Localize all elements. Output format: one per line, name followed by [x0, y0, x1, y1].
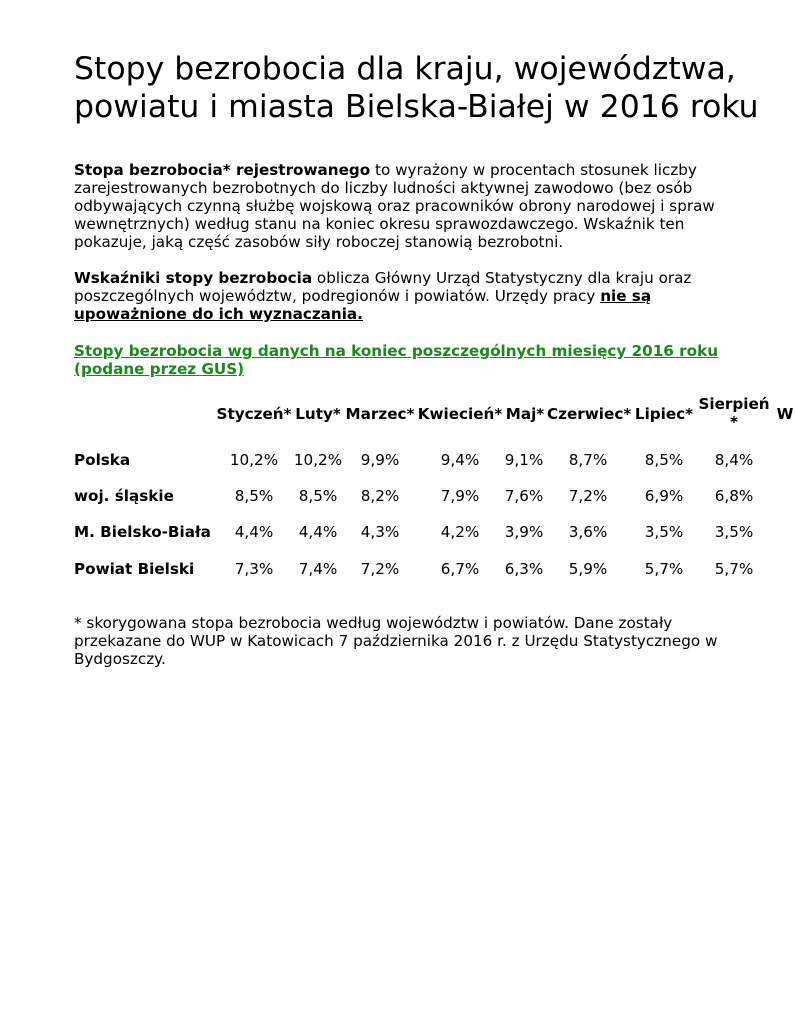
- table-cell: 5,7%: [714, 560, 754, 578]
- table-cell: 6,7%: [440, 560, 480, 578]
- table-cell: 7,6%: [504, 487, 544, 505]
- header-cell: Czerwiec*: [547, 405, 632, 423]
- definition-text: to wyrażony w procentach stosunek liczby zarejestrowanych bezrobotnych do liczby ludności aktywnej zawodowo (bez osób odbywających czynną służbę wojskową oraz pracowników obrony narodowej i spraw wewnętrznych) według stanu na koniec okresu sprawozdawczego. Wskaźnik ten pokazuje, jaką część zasobów siły roboczej stanowią bezrobotni.: [74, 161, 715, 251]
- table-cell: 8,5%: [298, 487, 338, 505]
- table-cell: 10,2%: [293, 451, 343, 469]
- table-cell: 3,6%: [568, 523, 608, 541]
- header-cell: Maj*: [505, 405, 545, 423]
- table-cell: 8,5%: [234, 487, 274, 505]
- table-cell: 7,2%: [568, 487, 608, 505]
- table-cell: 5,9%: [568, 560, 608, 578]
- row-label: Powiat Bielski: [74, 560, 195, 578]
- table-cell: 8,2%: [360, 487, 400, 505]
- row-label: Polska: [74, 451, 131, 469]
- header-text: *: [730, 413, 738, 431]
- header-cell: Marzec*: [345, 405, 415, 423]
- table-cell: 10,2%: [229, 451, 279, 469]
- table-cell: 3,9%: [504, 523, 544, 541]
- table-cell: 7,2%: [360, 560, 400, 578]
- table-cell: 9,9%: [360, 451, 400, 469]
- table-cell: 9,1%: [504, 451, 544, 469]
- table-cell: 4,4%: [234, 523, 274, 541]
- table-row: [74, 487, 791, 507]
- table-cell: 8,7%: [568, 451, 608, 469]
- table-row: [74, 523, 791, 543]
- header-text: Sierpień: [698, 395, 770, 413]
- row-label: woj. śląskie: [74, 487, 174, 505]
- table-row: [74, 560, 791, 580]
- gus-emphasis: nie są upoważnione do ich wyznaczania.: [74, 287, 652, 323]
- table-cell: 4,3%: [360, 523, 400, 541]
- table-cell: 4,4%: [298, 523, 338, 541]
- table-cell: 6,9%: [644, 487, 684, 505]
- header-cell: [696, 395, 772, 431]
- table-cell: 5,7%: [644, 560, 684, 578]
- title-line-2: powiatu i miasta Bielska-Białej w 2016 roku: [74, 89, 759, 125]
- table-cell: 8,5%: [644, 451, 684, 469]
- table-cell: 9,4%: [440, 451, 480, 469]
- header-cell: Kwiecień*: [417, 405, 503, 423]
- title-line-1: Stopy bezrobocia dla kraju, województwa,: [74, 51, 736, 87]
- table-cell: 4,2%: [440, 523, 480, 541]
- header-cell: Styczeń*: [216, 405, 292, 423]
- table-cell: 6,3%: [504, 560, 544, 578]
- header-cell: W: [776, 405, 794, 423]
- monthly-rates-link[interactable]: Stopy bezrobocia wg danych na koniec poszczególnych miesięcy 2016 roku (podane przez GUS): [74, 342, 719, 378]
- table-row: [74, 451, 791, 471]
- row-label: M. Bielsko-Biała: [74, 523, 211, 541]
- definition-term: Stopa bezrobocia* rejestrowanego: [74, 161, 371, 179]
- definition-paragraph: [74, 161, 734, 251]
- gus-text: oblicza Główny Urząd Statystyczny dla kraju oraz poszczególnych województw, podregionów i powiatów. Urzędy pracy: [74, 269, 692, 305]
- table-cell: 7,3%: [234, 560, 274, 578]
- table-cell: 6,8%: [714, 487, 754, 505]
- page-title: [74, 50, 791, 126]
- table-cell: 7,4%: [298, 560, 338, 578]
- table-cell: 8,4%: [714, 451, 754, 469]
- header-cell: Luty*: [295, 405, 341, 423]
- table-cell: 3,5%: [714, 523, 754, 541]
- table-cell: 3,5%: [644, 523, 684, 541]
- header-cell: Lipiec*: [634, 405, 694, 423]
- gus-paragraph: [74, 269, 734, 323]
- gus-term: Wskaźniki stopy bezrobocia: [74, 269, 313, 287]
- footnote: * skorygowana stopa bezrobocia według województw i powiatów. Dane zostały przekazane do WUP w Katowicach 7 października 2016 r. z Urzędu Statystycznego w Bydgoszczy.: [74, 614, 718, 668]
- table-cell: 7,9%: [440, 487, 480, 505]
